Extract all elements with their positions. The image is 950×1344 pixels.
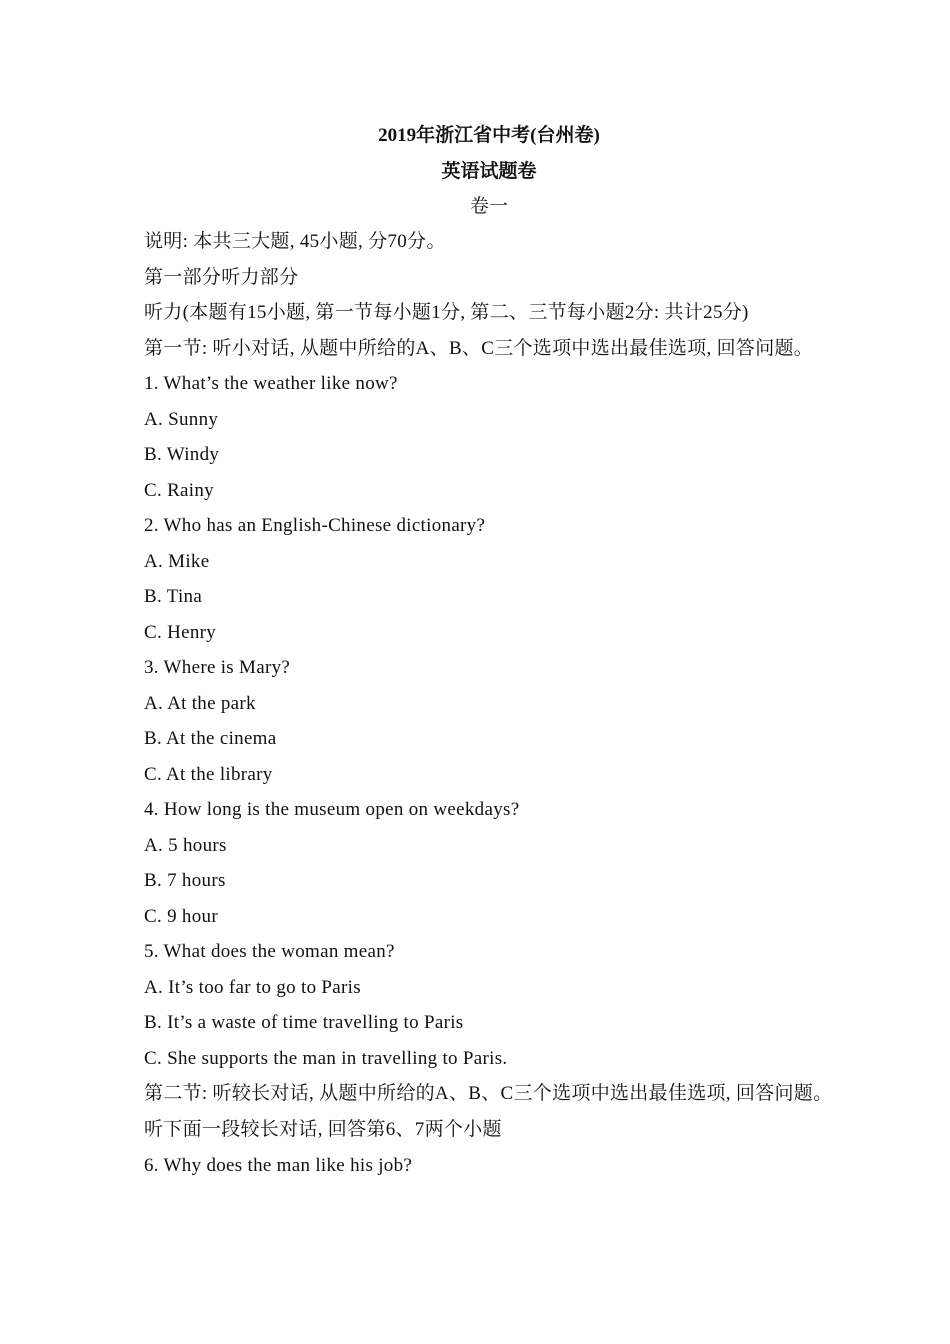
answer-option: C. Henry [144, 621, 217, 643]
answer-option: B. Windy [144, 444, 220, 465]
answer-option: B. At the cinema [144, 728, 277, 749]
question-prompt: 3. Where is Mary? [144, 657, 291, 678]
question-prompt: 1. What’s the weather like now? [144, 373, 398, 394]
question-1 [144, 366, 834, 508]
question-prompt: 2. Who has an English-Chinese dictionary? [144, 515, 486, 536]
answer-option: A. 5 hours [144, 834, 227, 856]
part-one-heading: 第一部分听力部分 [144, 266, 299, 288]
listening-note: 听力(本题有15小题, 第一节每小题1分, 第二、三节每小题2分: 共计25分) [144, 302, 749, 323]
section-two-directions: 第二节: 听较长对话, 从题中所给的A、B、C三个选项中选出最佳选项, 回答问题。 [144, 1083, 833, 1104]
question-3 [144, 650, 834, 792]
question-prompt: 4. How long is the museum open on weekdays? [144, 799, 520, 820]
answer-option: A. Sunny [144, 408, 219, 430]
answer-option: C. She supports the man in travelling to Paris. [144, 1047, 508, 1069]
instructions-text: 说明: 本共三大题, 45小题, 分70分。 [144, 231, 446, 252]
document-subtitle: 英语试题卷 [441, 161, 537, 182]
question-4 [144, 792, 834, 934]
answer-option: A. Mike [144, 550, 210, 572]
answer-option: A. At the park [144, 692, 256, 714]
answer-option: C. At the library [144, 763, 273, 785]
question-5 [144, 934, 834, 1076]
answer-option: A. It’s too far to go to Paris [144, 976, 361, 998]
dialogue-instruction: 听下面一段较长对话, 回答第6、7两个小题 [144, 1119, 502, 1140]
answer-option: B. It’s a waste of time travelling to Paris [144, 1012, 464, 1033]
volume-label: 卷一 [469, 196, 508, 217]
question-prompt: 5. What does the woman mean? [144, 941, 395, 962]
document-title: 2019年浙江省中考(台州卷) [378, 125, 600, 146]
section-one-directions: 第一节: 听小对话, 从题中所给的A、B、C三个选项中选出最佳选项, 回答问题。 [144, 337, 814, 359]
question-6-prompt: 6. Why does the man like his job? [144, 1154, 413, 1176]
answer-option: C. 9 hour [144, 905, 218, 927]
answer-option: C. Rainy [144, 479, 214, 501]
answer-option: B. Tina [144, 586, 203, 607]
document-content [144, 118, 834, 1183]
answer-option: B. 7 hours [144, 870, 226, 891]
question-2 [144, 508, 834, 650]
